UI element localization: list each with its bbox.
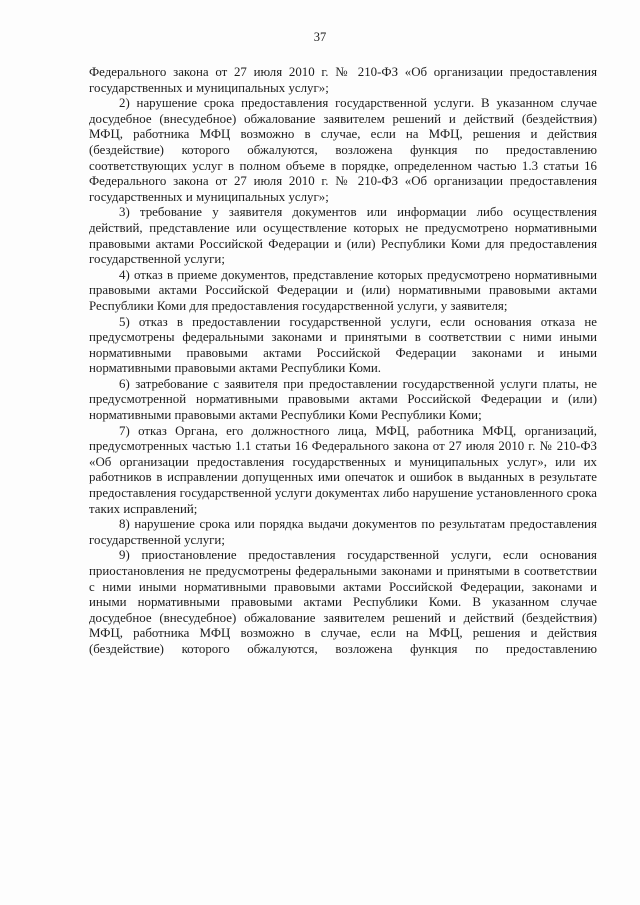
paragraph-item-7: 7) отказ Органа, его должностного лица, МФЦ, работника МФЦ, организаций, предусмотренных частью 1.1 статьи 16 Федерального закона от 27 июля 2010 г. № 210-ФЗ «Об организации предоставления государственных и муниципальных услуг», или их работников в исправлении допущенных ими опечаток и ошибок в выданных в результате предоставления государственной услуги документах либо нарушение установленного срока таких исправлений; — [89, 423, 597, 516]
paragraph-item-4: 4) отказ в приеме документов, представление которых предусмотрено нормативными правовыми актами Российской Федерации и (или) нормативными правовыми актами Республики Коми для предоставления государственной услуги, у заявителя; — [89, 267, 597, 313]
paragraph-continuation: Федерального закона от 27 июля 2010 г. № 210-ФЗ «Об организации предоставления государственных и муниципальных услуг»; — [89, 65, 597, 95]
paragraph-item-2: 2) нарушение срока предоставления государственной услуги. В указанном случае досудебное (внесудебное) обжалование заявителем решений и действий (бездействия) МФЦ, работника МФЦ возможно в случае, если на МФЦ, решения и действия (бездействие) которого обжалуются, возложена функция по предоставлению соответствующих услуг в полном объеме в порядке, определенном частью 1.3 статьи 16 Федерального закона от 27 июля 2010 г. № 210-ФЗ «Об организации предоставления государственных и муниципальных услуг»; — [89, 96, 597, 204]
paragraph-item-8: 8) нарушение срока или порядка выдачи документов по результатам предоставления государственной услуги; — [89, 517, 597, 547]
paragraph-item-3: 3) требование у заявителя документов или информации либо осуществления действий, представление или осуществление которых не предусмотрено нормативными правовыми актами Российской Федерации и (или) Республики Коми для предоставления государственной услуги; — [89, 205, 597, 267]
paragraph-item-9: 9) приостановление предоставления государственной услуги, если основания приостановления не предусмотрены федеральными законами и принятыми в соответствии с ними иными нормативными правовыми актами Российской Федерации, законами и иными нормативными правовыми актами Республики Коми. В указанном случае досудебное (внесудебное) обжалование заявителем решений и действий (бездействия) МФЦ, работника МФЦ возможно в случае, если на МФЦ, решения и действия (бездействие) которого обжалуются, возложена функция по предоставлению — [89, 548, 597, 656]
page-number: 37 — [313, 30, 327, 44]
paragraph-item-6: 6) затребование с заявителя при предоставлении государственной услуги платы, не предусмотренной нормативными правовыми актами Российской Федерации и (или) нормативными правовыми актами Республики Коми Республики Коми; — [89, 376, 597, 423]
paragraph-item-5: 5) отказ в предоставлении государственной услуги, если основания отказа не предусмотрены федеральными законами и принятыми в соответствии с ними иными нормативными правовыми актами Российской Федерации законами и иными нормативными правовыми актами Республики Коми. — [89, 314, 597, 376]
document-body — [89, 65, 597, 658]
